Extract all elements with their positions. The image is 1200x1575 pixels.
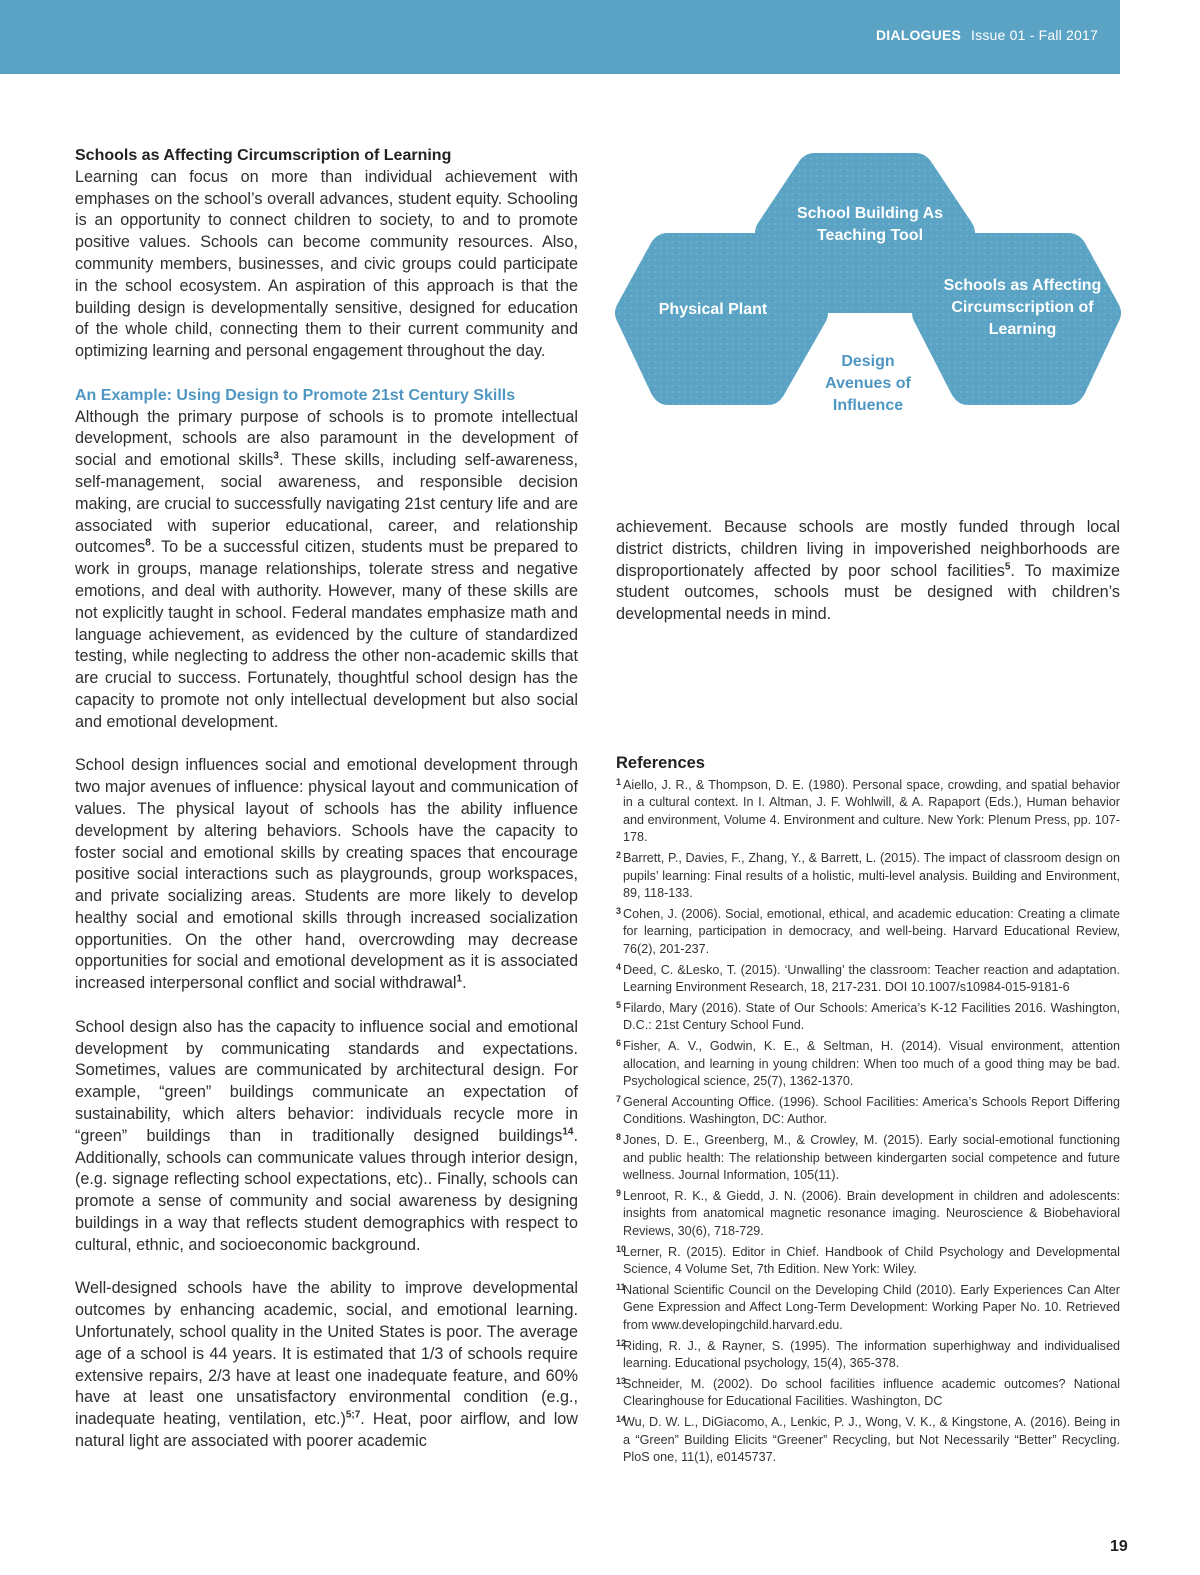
reference-text: Deed, C. &Lesko, T. (2015). ‘Unwalling’ the classroom: Teacher reaction and adaptation. Learning Environment Research, 18, 217-231. DOI 10.1007/s10984-015-9181-6: [623, 962, 1120, 994]
reference-item: [616, 1094, 1120, 1129]
body-text-left: [75, 167, 578, 1453]
section-title-example: An Example: Using Design to Promote 21st Century Skills: [75, 386, 516, 404]
section-title-circumscription: Schools as Affecting Circumscription of Learning: [75, 147, 452, 164]
references-section: [616, 754, 1120, 1470]
references-title: References: [616, 754, 705, 772]
reference-item: [616, 1282, 1120, 1334]
reference-number: 9: [616, 1187, 622, 1198]
reference-item: [616, 1000, 1120, 1035]
reference-text: Filardo, Mary (2016). State of Our Schools: America’s K-12 Facilities 2016. Washington, D.C.: 21st Century School Fund.: [623, 1000, 1120, 1033]
hex-label-teaching-tool: School Building As Teaching Tool: [796, 205, 944, 244]
reference-number: 11: [616, 1281, 626, 1292]
reference-number: 1: [616, 777, 622, 787]
reference-item: [616, 962, 1120, 997]
reference-number: 10: [616, 1243, 627, 1254]
header-title: [876, 27, 1098, 43]
reference-item: [616, 1244, 1120, 1279]
paragraph-circumscription: Learning can focus on more than individual achievement with emphases on the school’s overall advances, student equity. Schooling is an opportunity to connect children to society, to and to promote positive values. Schools can become community resources. Also, community members, businesses, and civic groups could participate in the school ecosystem. An aspiration of this approach is that the building design is developmentally sensitive, designed for education of the whole child, connecting them to their current community and optimizing learning and personal engagement throughout the day.: [75, 167, 578, 361]
reference-text: Barrett, P., Davies, F., Zhang, Y., & Barrett, L. (2015). The impact of classroom design on pupils’ learning: Final results of a holistic, multi-level analysis. Building and Environment, 89, 118-133.: [623, 851, 1120, 900]
reference-number: 13: [616, 1376, 627, 1386]
reference-item: [616, 1376, 1120, 1411]
reference-number: 4: [616, 961, 622, 972]
hex-label-circumscription: Schools as Affecting Circumscription of Learning: [943, 277, 1102, 338]
citation-superscript: 5;7: [345, 1409, 361, 1421]
paragraph-21st-century: Although the primary purpose of schools is to promote intellectual development, schools are also paramount in the development of social and emotional skills$^3$. These skills, including self-awareness, self-management, social awareness, and responsible decision making, are crucial to successfully navigating 21st century life and are associated with superior educational, career, and relationship outcomes$^8$. To be a successful citizen, students must be prepared to work in groups, manage relationships, tolerate stress and negative emotions, and deal with authority. However, many of these skills are not explicitly taught in school. Federal mandates emphasize math and language achievement, as evidenced by the culture of standardized testing, while neglecting to address the other non-academic skills that are crucial to success. Fortunately, thoughtful school design has the capacity to promote not only intellectual development but also social and emotional development.: [75, 407, 578, 731]
reference-text: Jones, D. E., Greenberg, M., & Crowley, M. (2015). Early social-emotional functioning and public health: The relationship between kindergarten social competence and future wellness. Journal Information, 105(11).: [623, 1133, 1120, 1183]
reference-item: [616, 1132, 1120, 1184]
reference-text: Wu, D. W. L., DiGiacomo, A., Lenkic, P. J., Wong, V. K., & Kingstone, A. (2016). Being in a “Green” Building Elicits “Greener” Recycling, but Not Necessarily “Better” Recycling. PloS one, 11(1), e0145737.: [623, 1415, 1120, 1465]
issue-label: Issue 01 - Fall 2017: [971, 27, 1098, 43]
reference-item: [616, 1338, 1120, 1373]
citation-superscript: 8: [145, 537, 151, 549]
reference-item: [616, 1038, 1120, 1090]
publication-name: DIALOGUES: [876, 27, 962, 43]
reference-number: 5: [616, 999, 622, 1010]
reference-number: 8: [616, 1132, 622, 1143]
reference-number: 3: [616, 905, 622, 916]
reference-number: 7: [616, 1093, 622, 1104]
left-column: [75, 145, 578, 1453]
paragraph-values: School design also has the capacity to influence social and emotional development by communicating standards and expectations. Sometimes, values are communicated by architectural design. For example, “green” buildings communicate an expectation of sustainability, which alters behavior: individuals recycle more in “green” buildings than in traditionally designed buildings$^{14}$. Additionally, schools can communicate values through interior design, (e.g. signage reflecting school expectations, etc).. Finally, schools can promote a sense of community and social awareness by designing buildings in a way that reflects student demographics with respect to cultural, ethnic, and socioeconomic background.: [75, 1017, 578, 1254]
reference-number: 14: [616, 1414, 627, 1425]
citation-superscript: 3: [273, 450, 279, 462]
reference-text: Riding, R. J., & Rayner, S. (1995). The information superhighway and individualised learning. Educational psychology, 15(4), 365-378.: [623, 1338, 1120, 1371]
right-column-continuation: [616, 517, 1120, 626]
header-band: [0, 0, 1120, 74]
reference-item: [616, 1188, 1120, 1240]
reference-item: [616, 777, 1120, 847]
paragraph-continuation: achievement. Because schools are mostly funded through local district districts, children living in impoverished neighborhoods are disproportionately affected by poor school facilities$^5$. To maximize student outcomes, schools must be designed with children’s developmental needs in mind.: [616, 518, 1120, 624]
citation-superscript: 5: [1004, 561, 1011, 573]
diagram-center-label: Design Avenues of Influence: [825, 353, 911, 414]
reference-item: [616, 1414, 1120, 1466]
reference-number: 6: [616, 1038, 622, 1049]
reference-number: 2: [616, 850, 622, 861]
paragraph-avenues: School design influences social and emotional development through two major avenues of influence: physical layout and communication of values. The physical layout of schools has the ability influence development by altering behaviors. Schools have the capacity to foster social and emotional skills by creating spaces that encourage positive social interactions such as playgrounds, group workspaces, and private socializing areas. Students are more likely to develop healthy social and emotional skills through increased socialization opportunities. On the other hand, overcrowding may decrease opportunities for social and emotional development as it is associated increased interpersonal conflict and social withdrawal$^1$.: [75, 756, 578, 993]
hex-label-physical-plant: Physical Plant: [658, 301, 768, 318]
reference-number: 12: [616, 1337, 627, 1348]
page-number: 19: [1110, 1538, 1128, 1555]
reference-text: Lerner, R. (2015). Editor in Chief. Handbook of Child Psychology and Developmental Science, 4 Volume Set, 7th Edition. New York: Wiley.: [623, 1244, 1120, 1277]
citation-superscript: 14: [562, 1126, 574, 1138]
design-avenues-diagram: [610, 143, 1125, 418]
reference-text: Aiello, J. R., & Thompson, D. E. (1980). Personal space, crowding, and spatial behavior in a cultural context. In I. Altman, J. F. Wohlwill, & A. Rapaport (Eds.), Human behavior and environment, Volume 4. Environment and culture. New York: Plenum Press, pp. 107-178.: [623, 778, 1120, 845]
reference-text: Schneider, M. (2002). Do school facilities influence academic outcomes? National Clearinghouse for Educational Facilities. Washington, DC: [623, 1377, 1120, 1409]
paragraph-school-quality: Well-designed schools have the ability to improve developmental outcomes by enhancing academic, social, and emotional learning. Unfortunately, school quality in the United States is poor. The average age of a school is 44 years. It is estimated that 1/3 of schools require extensive repairs, 2/3 have at least one inadequate feature, and 60% have at least one unsatisfactory environmental condition (e.g., inadequate heating, ventilation, etc.)$^{5;7}$. Heat, poor airflow, and low natural light are associated with poorer academic: [75, 1279, 578, 1451]
reference-text: Lenroot, R. K., & Giedd, J. N. (2006). Brain development in children and adolescents: insights from anatomical magnetic resonance imaging. Neuroscience & Biobehavioral Reviews, 30(6), 718-729.: [623, 1188, 1120, 1238]
reference-text: General Accounting Office. (1996). School Facilities: America’s Schools Report Differing Conditions. Washington, DC: Author.: [623, 1094, 1120, 1127]
reference-text: Cohen, J. (2006). Social, emotional, ethical, and academic education: Creating a climate for learning, participation in democracy, and well-being. Harvard Educational Review, 76(2), 201-237.: [623, 906, 1120, 956]
references-list: [616, 777, 1120, 1467]
reference-text: National Scientific Council on the Developing Child (2010). Early Experiences Can Alter Gene Expression and Affect Long-Term Development: Working Paper No. 10. Retrieved from www.developingchild.harvard.edu.: [623, 1282, 1120, 1332]
reference-item: [616, 906, 1120, 958]
citation-superscript: 1: [456, 973, 463, 985]
reference-item: [616, 850, 1120, 902]
reference-text: Fisher, A. V., Godwin, K. E., & Seltman, H. (2014). Visual environment, attention allocation, and learning in young children: When too much of a good thing may be bad. Psychological science, 25(7), 1362-1370.: [623, 1039, 1120, 1088]
